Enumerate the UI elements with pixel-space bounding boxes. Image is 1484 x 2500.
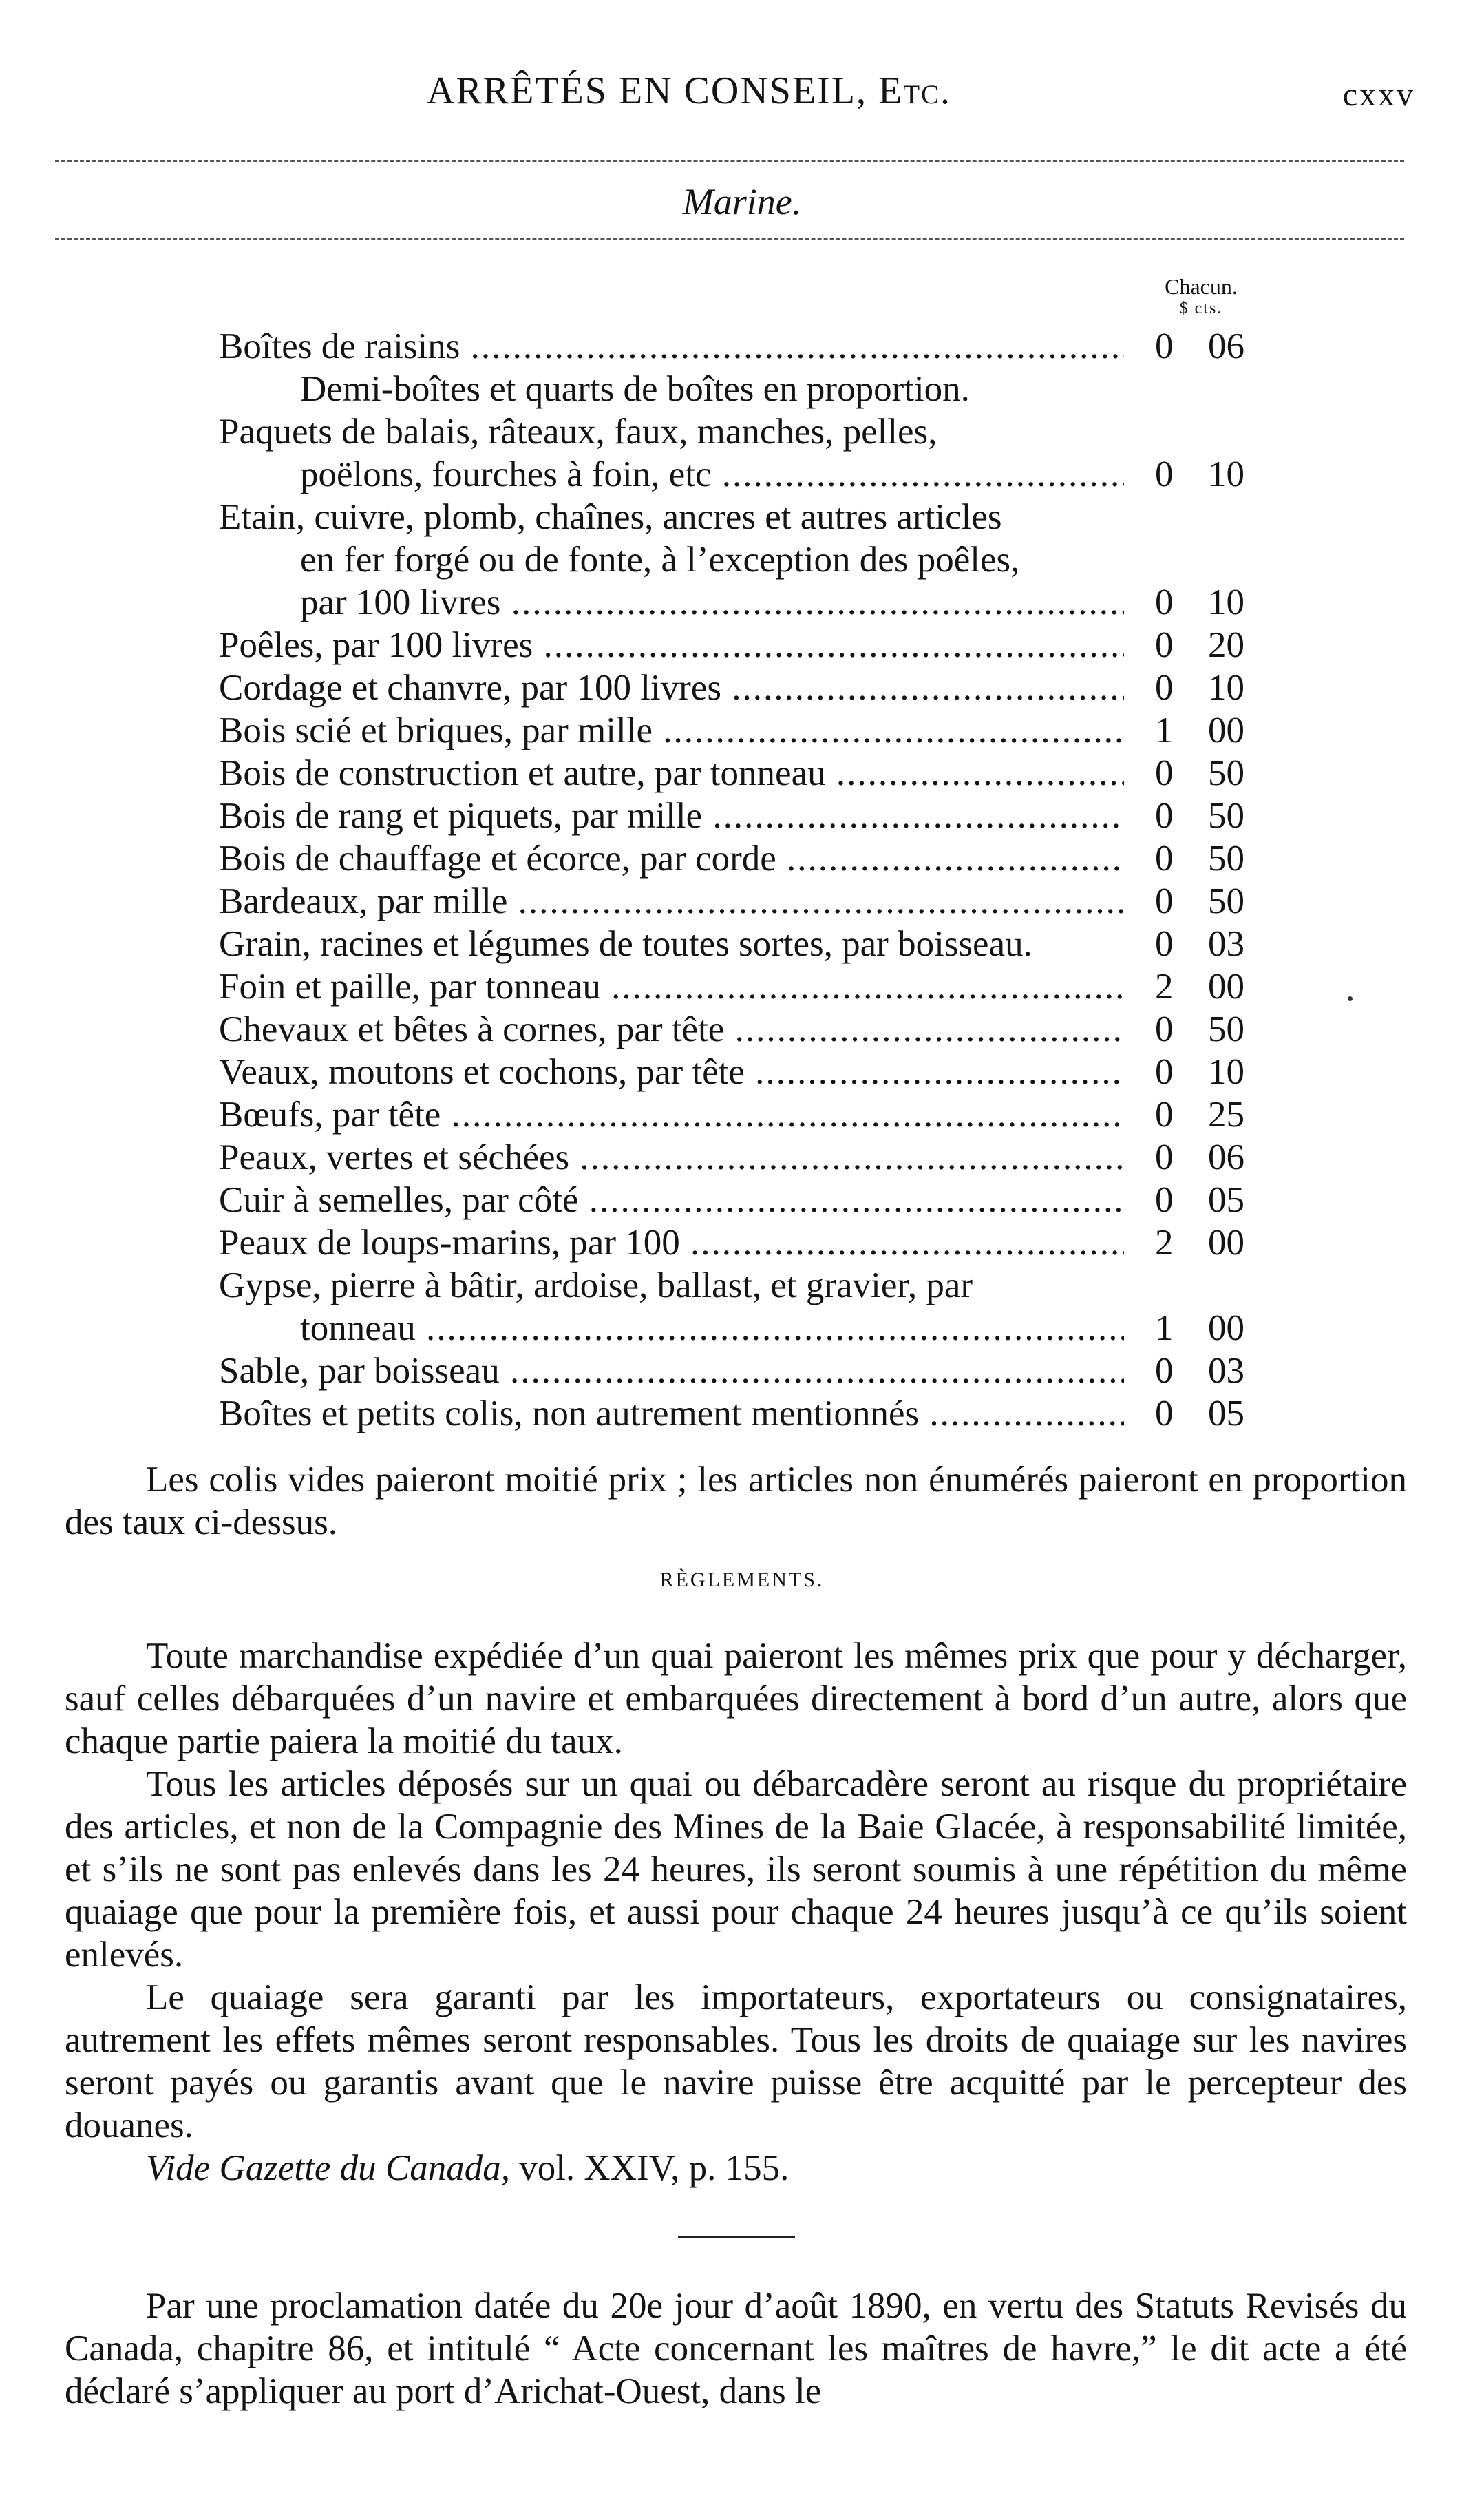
tariff-label: Peaux de loups-marins, par 100 ..... xyxy=(219,1221,1124,1264)
ink-speck xyxy=(1348,996,1353,1001)
note-text: Les colis vides paieront moitié prix ; les articles non énumérés paieront en proportion des taux ci-dessus. xyxy=(65,1460,1407,1542)
tariff-label: poëlons, fourches à foin, etc ..... xyxy=(300,453,1124,496)
tariff-row xyxy=(219,1264,1279,1307)
tariff-label: Bardeaux, par mille ..... xyxy=(219,880,1124,923)
page-number: cxxv xyxy=(1342,76,1415,113)
tariff-label: Chevaux et bêtes à cornes, par tête ..... xyxy=(219,1008,1124,1051)
tariff-label: Bois de construction et autre, par tonneau ..... xyxy=(219,752,1124,795)
tariff-amount: 0 25 xyxy=(1155,1095,1244,1135)
tariff-amount: 2 00 xyxy=(1155,967,1244,1007)
tariff-label: Cordage et chanvre, par 100 livres ..... xyxy=(219,666,1124,709)
tariff-label: Bois de chauffage et écorce, par corde ..... xyxy=(219,837,1124,880)
tariff-label: Bœufs, par tête ..... xyxy=(219,1093,1124,1136)
citation-ref: vol. XXIV, p. 155. xyxy=(509,2148,789,2188)
tariff-label: en fer forgé ou de fonte, à l’exception des poêles, xyxy=(300,540,1020,580)
tariff-table xyxy=(219,325,1279,1435)
tariff-row xyxy=(219,624,1279,666)
tariff-label: Grain, racines et légumes de toutes sortes, par boisseau. xyxy=(219,924,1032,964)
reglements-body xyxy=(65,1635,1407,2189)
tariff-amount: 0 50 xyxy=(1155,881,1244,921)
tariff-row xyxy=(219,410,1279,453)
tariff-row xyxy=(219,795,1279,837)
tariff-label: Cuir à semelles, par côté ..... xyxy=(219,1179,1124,1221)
tariff-amount: 0 05 xyxy=(1155,1394,1244,1433)
tariff-amount: 0 50 xyxy=(1155,1009,1244,1049)
tariff-label: Foin et paille, par tonneau ..... xyxy=(219,965,1124,1008)
tariff-label: Sable, par boisseau ..... xyxy=(219,1349,1124,1392)
tariff-row xyxy=(219,666,1279,709)
column-head-units: $ cts. xyxy=(1179,300,1223,317)
tariff-row xyxy=(219,581,1279,624)
tariff-row xyxy=(219,1093,1279,1136)
tariff-row xyxy=(219,752,1279,795)
tariff-label: Bois de rang et piquets, par mille ..... xyxy=(219,795,1124,837)
tariff-label: Veaux, moutons et cochons, par tête ..... xyxy=(219,1051,1124,1093)
tariff-label: par 100 livres ..... xyxy=(300,581,1124,624)
section-title: Marine. xyxy=(682,181,802,222)
tariff-label: Paquets de balais, râteaux, faux, manches, pelles, xyxy=(219,412,937,452)
bottom-rule xyxy=(55,238,1404,240)
tariff-row xyxy=(219,538,1279,581)
tariff-row xyxy=(219,1392,1279,1435)
top-rule xyxy=(55,160,1404,162)
tariff-row xyxy=(219,325,1279,368)
tariff-row xyxy=(219,965,1279,1008)
proclamation-paragraph xyxy=(65,2284,1407,2413)
tariff-amount: 0 50 xyxy=(1155,839,1244,879)
tariff-label: Demi-boîtes et quarts de boîtes en proportion. xyxy=(300,369,970,409)
tariff-label: Peaux, vertes et séchées ..... xyxy=(219,1136,1124,1179)
tariff-label: Bois scié et briques, par mille ..... xyxy=(219,709,1124,752)
tariff-amount: 0 06 xyxy=(1155,1137,1244,1177)
tariff-label: Gypse, pierre à bâtir, ardoise, ballast, et gravier, par xyxy=(219,1265,973,1305)
tariff-label: Boîtes de raisins ..... xyxy=(219,325,1124,368)
tariff-amount: 0 03 xyxy=(1155,924,1244,964)
citation-source: Vide Gazette du Canada, xyxy=(146,2148,510,2188)
tariff-amount: 0 10 xyxy=(1155,1052,1244,1092)
reglement-paragraph: Tous les articles déposés sur un quai ou débarcadère seront au risque du propriétaire des articles, et non de la Compagnie des Mines de la Baie Glacée, à responsabilité limitée, et s’ils ne sont pas enlevés dans les 24 heures, ils seront soumis à une répétition du même quaiage que pour la première fois, et aussi pour chaque 24 heures jusqu’à ce qu’ils soient enlevés. xyxy=(65,1764,1407,1975)
tariff-amount: 0 03 xyxy=(1155,1351,1244,1391)
reglements-heading: RÈGLEMENTS. xyxy=(659,1568,825,1591)
tariff-row xyxy=(219,1008,1279,1051)
tariff-row xyxy=(219,923,1279,965)
tariff-amount: 0 06 xyxy=(1155,326,1244,366)
tariff-amount: 2 00 xyxy=(1155,1223,1244,1263)
running-head-title: ARRÊTÉS EN CONSEIL, Etc. xyxy=(427,70,952,112)
tariff-row xyxy=(219,496,1279,538)
tariff-row xyxy=(219,1051,1279,1093)
column-head-label: Chacun. xyxy=(1165,274,1238,299)
tariff-label: Etain, cuivre, plomb, chaînes, ancres et autres articles xyxy=(219,497,1002,537)
note-paragraph xyxy=(65,1458,1407,1544)
tariff-label: tonneau ..... xyxy=(300,1307,1124,1349)
tariff-amount: 0 10 xyxy=(1155,582,1244,622)
tariff-amount: 1 00 xyxy=(1155,711,1244,750)
tariff-row xyxy=(219,837,1279,880)
reglement-paragraph: Le quaiage sera garanti par les importateurs, exportateurs ou consignataires, autrement les effets mêmes seront responsables. Tous les droits de quaiage sur les navires seront payés ou garantis avant que le navire puisse être acquitté par le percepteur des douanes. xyxy=(65,1977,1407,2145)
tariff-row xyxy=(219,880,1279,923)
running-head xyxy=(0,69,1484,117)
tariff-column-head xyxy=(1143,275,1260,319)
tariff-amount: 1 00 xyxy=(1155,1308,1244,1348)
tariff-row xyxy=(219,709,1279,752)
tariff-row xyxy=(219,1307,1279,1349)
tariff-row xyxy=(219,1221,1279,1264)
reglement-paragraph: Toute marchandise expédiée d’un quai paieront les mêmes prix que pour y décharger, sauf celles débarquées d’un navire et embarquées directement à bord d’un autre, alors que chaque partie paiera la moitié du taux. xyxy=(65,1636,1407,1761)
proclamation-text: Par une proclamation datée du 20e jour d’août 1890, en vertu des Statuts Revisés du Canada, chapitre 86, et intitulé “ Acte concernant les maîtres de havre,” le dit acte a été déclaré s’appliquer au port d’Arichat-Ouest, dans le xyxy=(65,2286,1407,2411)
tariff-row xyxy=(219,1349,1279,1392)
separator-rule xyxy=(678,2236,795,2238)
tariff-amount: 0 10 xyxy=(1155,454,1244,494)
tariff-amount: 0 05 xyxy=(1155,1180,1244,1220)
citation xyxy=(65,2147,1407,2189)
tariff-label: Poêles, par 100 livres ..... xyxy=(219,624,1124,666)
tariff-amount: 0 10 xyxy=(1155,668,1244,708)
tariff-amount: 0 50 xyxy=(1155,796,1244,836)
tariff-row xyxy=(219,368,1279,410)
tariff-row xyxy=(219,453,1279,496)
tariff-row xyxy=(219,1179,1279,1221)
tariff-amount: 0 20 xyxy=(1155,625,1244,665)
tariff-row xyxy=(219,1136,1279,1179)
tariff-label: Boîtes et petits colis, non autrement mentionnés ..... xyxy=(219,1392,1124,1435)
tariff-amount: 0 50 xyxy=(1155,753,1244,793)
